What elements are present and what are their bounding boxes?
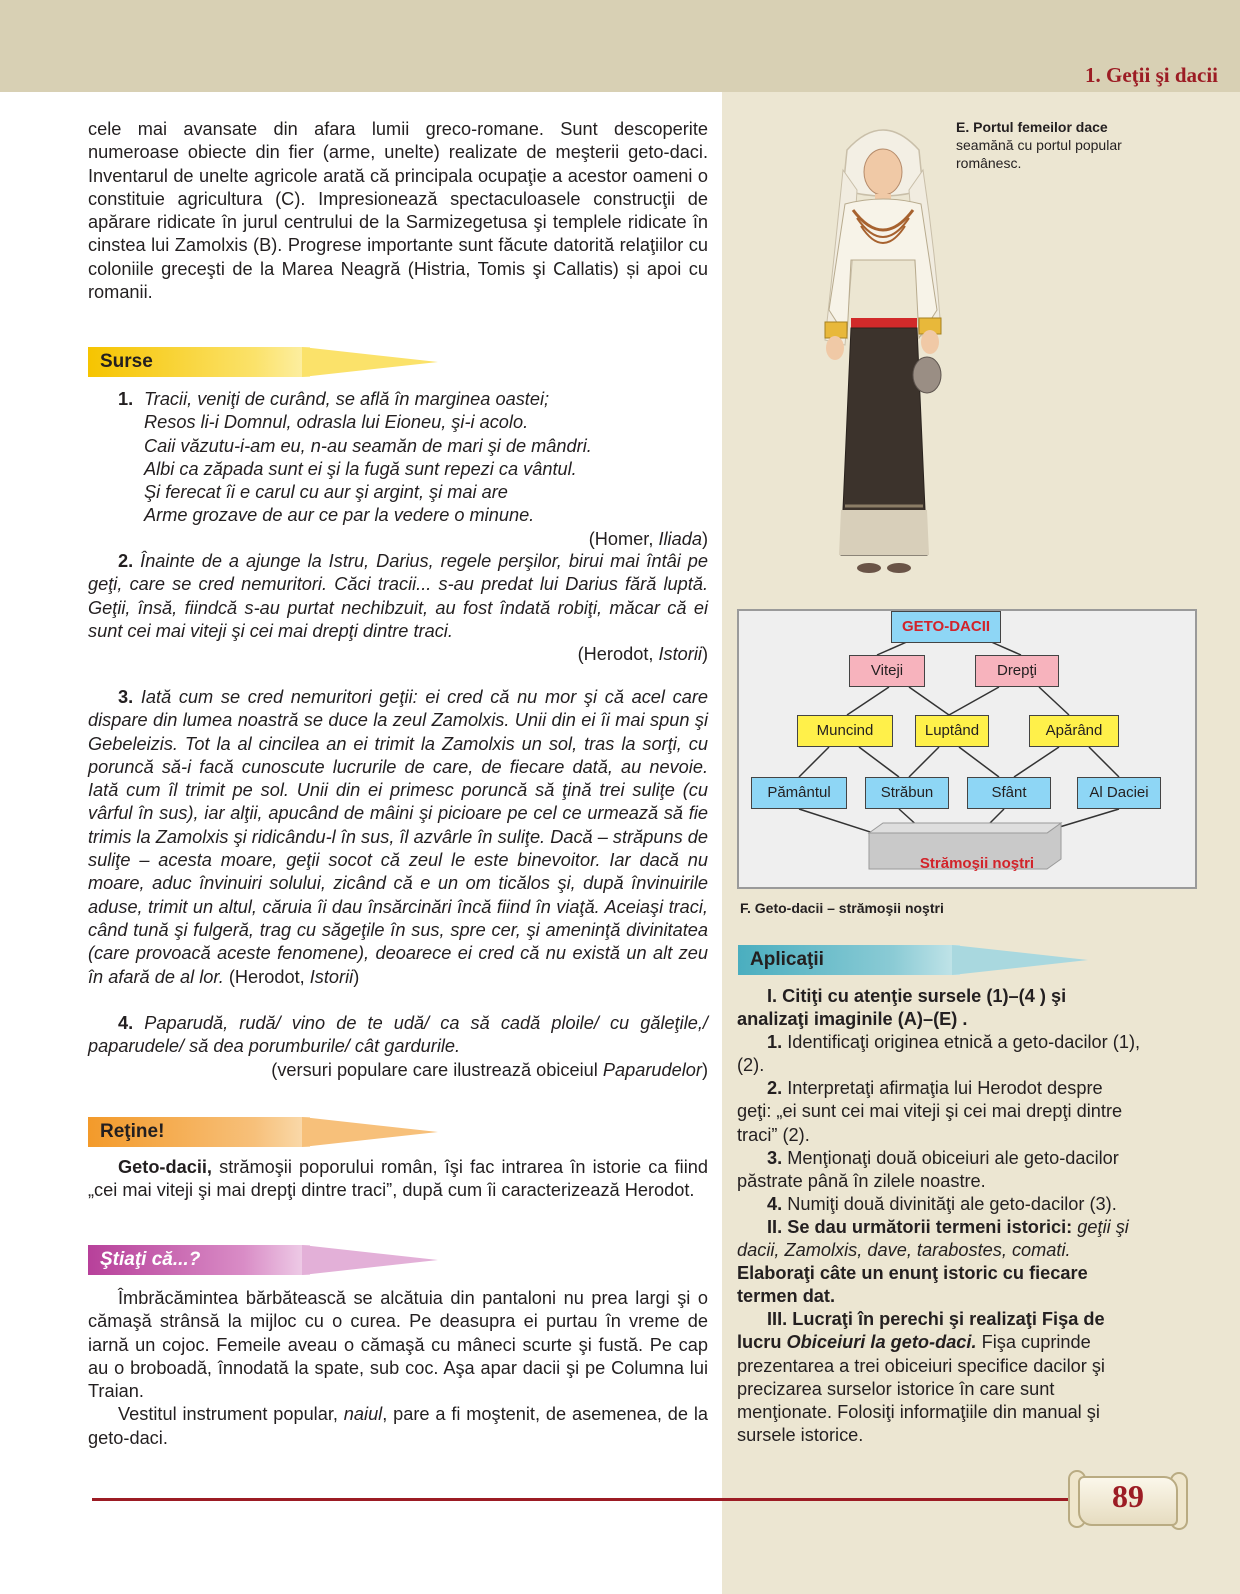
stiati-paragraph: Vestitul instrument popular, naiul, pare a fi moştenit, de asemenea, de la geto-daci. <box>88 1404 708 1448</box>
diagram-node-pamantul: Pământul <box>751 777 847 809</box>
citation: (versuri populare care ilustrează obiceiul Paparudelor) <box>271 1059 708 1080</box>
figure-caption-e: E. Portul femeilor dace seamănă cu portul popular românesc. <box>956 119 1122 171</box>
page-number: 89 <box>1112 1478 1144 1514</box>
poem-line: Arme grozave de aur ce par la vedere o minune. <box>144 505 535 526</box>
page-number-scroll <box>1068 1470 1188 1530</box>
diagram-node-root: GETO-DACII <box>891 611 1001 643</box>
source-1 <box>118 388 708 551</box>
poem-line: Şi ferecat îi e carul cu aur şi argint, şi mai are <box>144 482 508 503</box>
citation: (Herodot, Istorii) <box>223 966 360 987</box>
source-text: Paparudă, rudă/ vino de te udă/ ca să cadă ploile/ cu găleţile,/ paparudele/ să dea porumburile/ cât gardurile. <box>88 1013 708 1057</box>
section-title: Aplicaţii <box>750 949 824 970</box>
source-4 <box>88 1012 708 1082</box>
footer-rule <box>92 1498 1082 1501</box>
section-tag-surse <box>88 347 353 377</box>
diagram-connectors <box>739 611 1195 887</box>
header-band <box>0 0 1240 92</box>
diagram-node-aparand: Apărând <box>1029 715 1119 747</box>
retine-paragraph: Geto-dacii, strămoşii poporului român, îşi fac intrarea în istorie ca fiind „cei mai viteji şi mai drepţi dintre traci”, după cum îi caracterizează Herodot. <box>88 1157 708 1201</box>
stiati-paragraph: Îmbrăcămintea bărbătească se alcătuia din pantaloni nu prea largi şi o cămaşă strânsă la mijloc cu o curea. Pe deasupra ei purtau în vreme de iarnă un cojoc. Femeile aveau o cămaşă cu mâneci scurte şi fustă. Pe cap au o broboadă, înnodată la spate, sub coc. Aşa apar dacii şi pe Columna lui Traian. <box>88 1288 708 1402</box>
section-tag-aplicatii <box>738 945 1003 975</box>
source-text: Înainte de a ajunge la Istru, Darius, regele perşilor, birui mai întâi pe geţi, care se cred nemuritori. Căci tracii... s-au predat lui Darius fără luptă. Geţii, însă, fiindcă s-au purtat nechibzuit, au fost îndată robiţi, măcar că ei sunt cei mai viteji şi cei mai drepţi dintre traci. <box>88 551 708 641</box>
poem-line: Caii văzutu-i-am eu, n-au seamăn de mari şi de mândri. <box>144 435 592 456</box>
source-3 <box>88 686 708 989</box>
aplicatii-question: 3. Menţionaţi două obiceiuri ale geto-dacilor păstrate până în zilele noastre. <box>737 1147 1119 1191</box>
diagram-node-drepti: Drepţi <box>975 655 1059 687</box>
section-title: Reţine! <box>100 1121 165 1142</box>
diagram-node-luptand: Luptând <box>915 715 989 747</box>
section-title: Ştiaţi că...? <box>100 1249 201 1270</box>
aplicatii-instruction: II. Se dau următorii termeni istorici: geţii şi dacii, Zamolxis, dave, tarabostes, comati. Elaboraţi câte un enunţ istoric cu fiecare termen dat. <box>737 1216 1129 1307</box>
intro-paragraph: cele mai avansate din afara lumii greco-romane. Sunt descoperite numeroase obiecte din fier (arme, unelte) realizate de meşterii geto-daci. Inventarul de unelte agricole arată că principala ocupaţie a acestor oameni o constituie agricultura (C). Impresionează spectaculoasele construcţii de apărare ridicate în jurul centrului de la Sarmizegetusa şi templele ridicate în cinstea lui Zamolxis (B). Progrese importante sunt făcute datorită relaţiilor cu coloniile greceşti de la Marea Neagră (Histria, Tomis şi Callatis) și apoi cu romanii. <box>88 119 708 303</box>
diagram-node-strabun: Străbun <box>865 777 949 809</box>
section-tag-stiati <box>88 1245 353 1275</box>
source-number: 3. <box>118 687 134 707</box>
source-number: 2. <box>118 551 134 571</box>
poem-line: Tracii, veniţi de curând, se află în marginea oastei; <box>144 389 550 409</box>
dacian-woman-illustration <box>795 110 970 590</box>
section-title: Surse <box>100 351 153 372</box>
chapter-title: 1. Geţii şi dacii <box>1085 63 1218 87</box>
poem-line: Resos li-i Domnul, odrasla lui Eioneu, şi-i acolo. <box>144 412 529 433</box>
stiati-body <box>88 1287 708 1450</box>
section-tag-retine <box>88 1117 353 1147</box>
citation: (Herodot, Istorii) <box>577 644 708 665</box>
geto-dacii-diagram <box>737 609 1197 889</box>
figure-caption-f: F. Geto-dacii – strămoşii noştri <box>740 900 944 916</box>
diagram-node-viteji: Viteji <box>849 655 925 687</box>
aplicatii-question: 1. Identificaţi originea etnică a geto-dacilor (1), (2). <box>737 1032 1141 1076</box>
citation: (Homer, Iliada) <box>588 528 708 549</box>
source-number: 1. <box>118 389 134 409</box>
diagram-node-muncind: Muncind <box>797 715 893 747</box>
poem-line: Albi ca zăpada sunt ei şi la fugă sunt repezi ca vântul. <box>144 458 577 479</box>
aplicatii-body <box>737 985 1141 1447</box>
aplicatii-question: 4. Numiţi două divinităţi ale geto-dacilor (3). <box>767 1193 1117 1214</box>
aplicatii-question: 2. Interpretaţi afirmaţia lui Herodot despre geţi: „ei sunt cei mai viteji şi cei mai drepţi dintre traci” (2). <box>737 1078 1123 1145</box>
diagram-base-label: Strămoşii noştri <box>919 855 1035 872</box>
diagram-node-sfant: Sfânt <box>967 777 1051 809</box>
source-number: 4. <box>118 1013 134 1033</box>
aplicatii-instruction: III. Lucraţi în perechi şi realizaţi Fişa de lucru Obiceiuri la geto-daci. Fişa cuprinde prezentarea a trei obiceiuri specifice dacilor şi precizarea surselor istorice în care sunt menţionate. Folosiţi informaţiile din manual şi sursele istorice. <box>737 1309 1105 1445</box>
aplicatii-instruction: I. Citiţi cu atenţie sursele (1)–(4 ) şi analizaţi imaginile (A)–(E) . <box>737 986 1067 1030</box>
diagram-node-al-daciei: Al Daciei <box>1077 777 1161 809</box>
source-2 <box>88 550 708 666</box>
source-text: Iată cum se cred nemuritori geţii: ei cred că nu mor şi că acel care dispare din lumea noastră se duce la zeul Zamolxis. Unii din ei îi mai spun şi Gebeleizis. Tot la al cincilea an ei trimit la Zamolxis un sol, tras la sorţi, cu poruncă să-i facă cunoscute lucrurile de care, de fiecare dată, au nevoie. Iată cum îl trimit pe sol. Unii din ei primesc poruncă să ţină trei suliţe (cu vârful în sus), iar alţii, apucând de mâini şi picioare pe cel ce urmează să fie trimis la Zamolxis şi ridicându-l în sus, îl azvârle în suliţe. Dacă – străpuns de suliţe – acesta moare, geţii socot că zeul le este binevoitor. Iar dacă nu moare, aduc învinuiri solului, zicând că e un om ticălos şi, după învinuirile aduse, trimit un altul, căruia îi dau însărcinări încă fiind în viaţă. Aceiaşi traci, când tună şi fulgeră, trag cu săgeţile în sus, spre cer, şi ameninţă divinitatea (care provoacă aceste fenomene), deoarece ei cred că nu există un alt zeu în afară de al lor. <box>88 687 708 987</box>
